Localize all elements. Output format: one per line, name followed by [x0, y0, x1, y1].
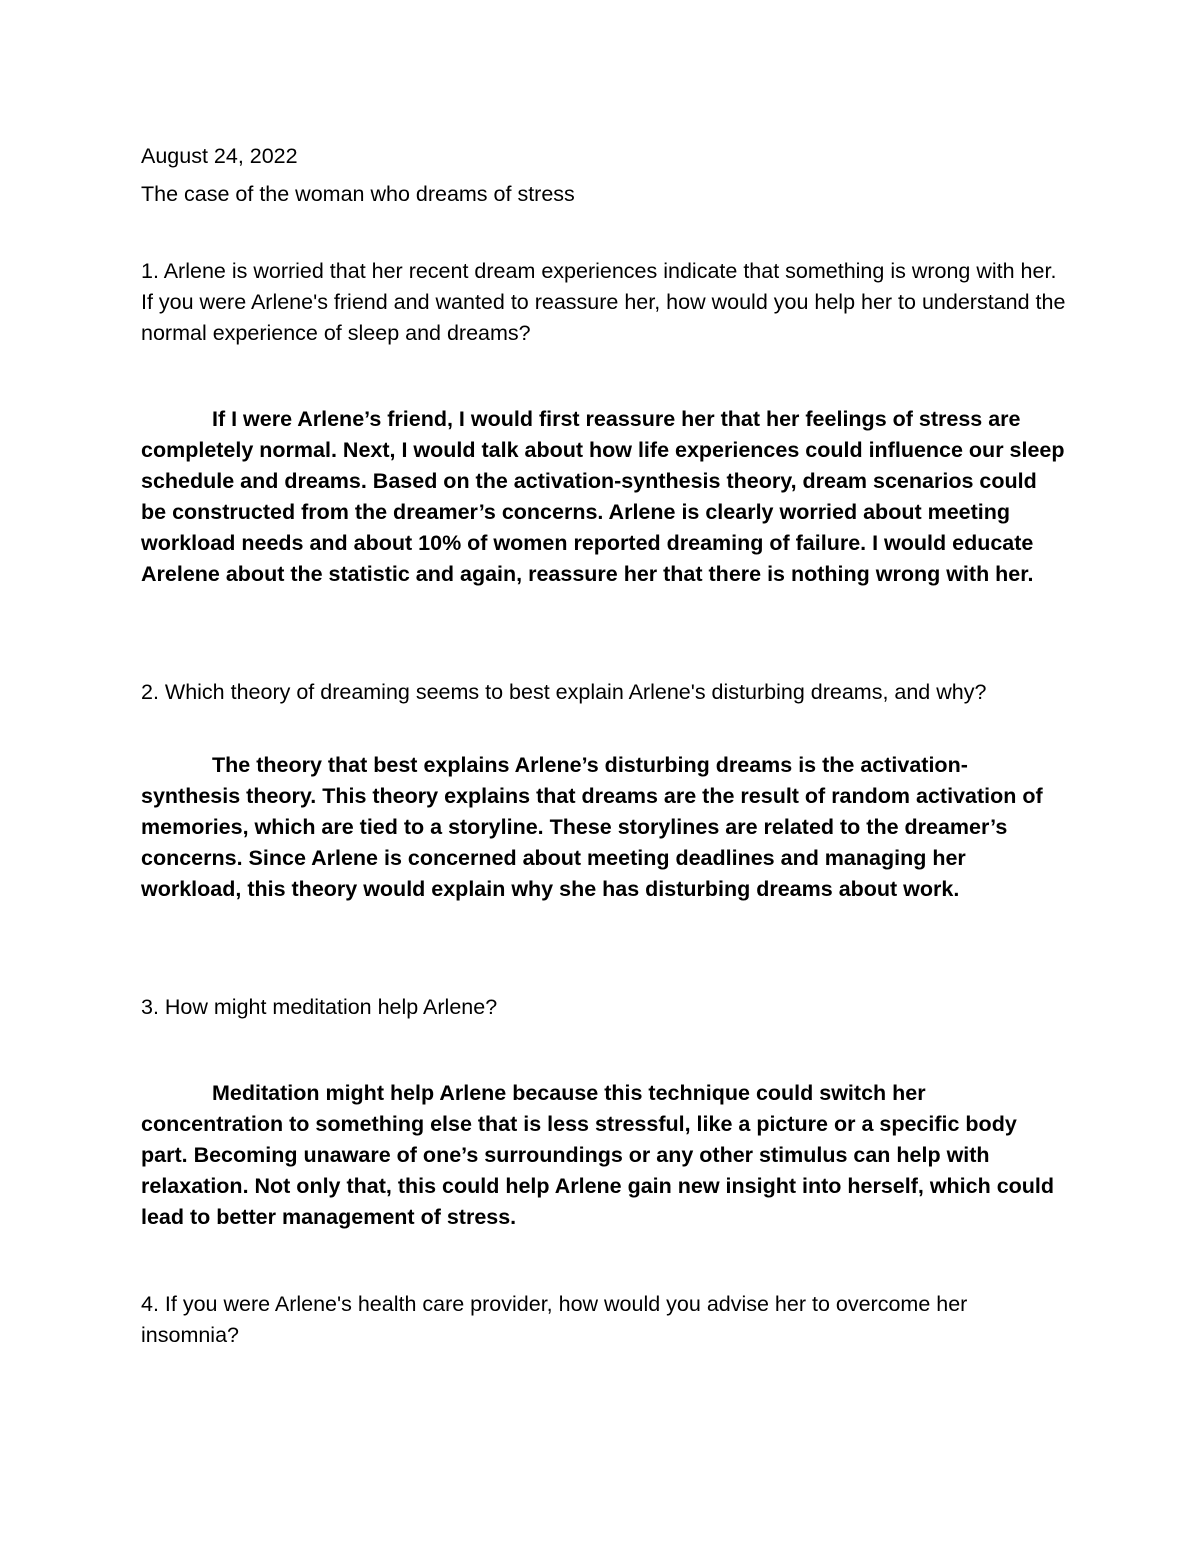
document-date: August 24, 2022: [141, 144, 298, 168]
question-4: 4. If you were Arlene's health care provider, how would you advise her to overcome her insomnia?: [141, 1292, 968, 1347]
document-title: The case of the woman who dreams of stress: [141, 182, 575, 206]
question-2: 2. Which theory of dreaming seems to best explain Arlene's disturbing dreams, and why?: [141, 680, 987, 704]
question-3: 3. How might meditation help Arlene?: [141, 995, 498, 1019]
answer-2: The theory that best explains Arlene’s disturbing dreams is the activation-synthesis theory. This theory explains that dreams are the result of random activation of memories, which are tied to a storyline. These storylines are related to the dreamer’s concerns. Since Arlene is concerned about meeting deadlines and managing her workload, this theory would explain why she has disturbing dreams about work.: [141, 753, 1043, 901]
answer-3: Meditation might help Arlene because this technique could switch her concentration to something else that is less stressful, like a picture or a specific body part. Becoming unaware of one’s surroundings or any other stimulus can help with relaxation. Not only that, this could help Arlene gain new insight into herself, which could lead to better management of stress.: [141, 1081, 1055, 1229]
question-1: 1. Arlene is worried that her recent dream experiences indicate that something is wrong with her. If you were Arlene's friend and wanted to reassure her, how would you help her to understand the normal experience of sleep and dreams?: [141, 259, 1066, 345]
answer-1: If I were Arlene’s friend, I would first reassure her that her feelings of stress are completely normal. Next, I would talk about how life experiences could influence our sleep schedule and dreams. Based on the activation-synthesis theory, dream scenarios could be constructed from the dreamer’s concerns. Arlene is clearly worried about meeting workload needs and about 10% of women reported dreaming of failure. I would educate Arelene about the statistic and again, reassure her that there is nothing wrong with her.: [141, 407, 1065, 586]
